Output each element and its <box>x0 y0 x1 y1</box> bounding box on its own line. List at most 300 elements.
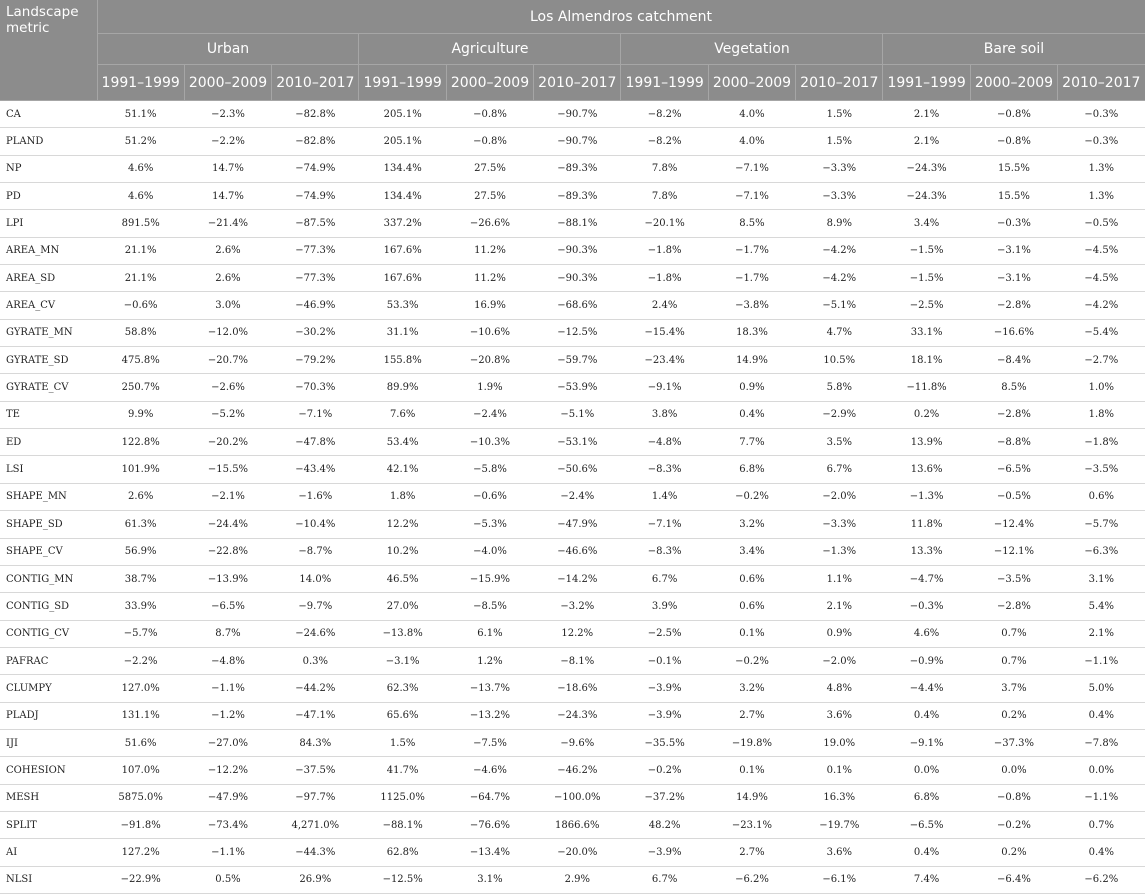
table-cell: 1.4% <box>621 483 708 510</box>
table-row <box>0 456 1145 483</box>
table-header <box>0 0 1145 101</box>
table-cell: −0.2% <box>621 757 708 784</box>
table-cell: −6.2% <box>708 866 795 893</box>
table-cell: 51.2% <box>97 128 184 155</box>
table-row <box>0 374 1145 401</box>
table-row <box>0 538 1145 565</box>
table-cell: −0.1% <box>621 647 708 674</box>
table-cell: 2.6% <box>184 265 271 292</box>
table-row <box>0 729 1145 756</box>
table-cell: 1.3% <box>1058 183 1145 210</box>
metric-name: NP <box>0 155 97 182</box>
table-cell: −1.8% <box>621 265 708 292</box>
table-cell: −19.7% <box>796 811 883 838</box>
table-row <box>0 702 1145 729</box>
table-cell: 62.3% <box>359 675 446 702</box>
table-cell: −7.1% <box>708 155 795 182</box>
table-cell: 0.6% <box>708 593 795 620</box>
table-cell: −0.5% <box>970 483 1057 510</box>
table-cell: −4.0% <box>446 538 533 565</box>
table-cell: 3.4% <box>883 210 970 237</box>
table-cell: 1.0% <box>1058 374 1145 401</box>
period-header: 2000–2009 <box>184 65 271 101</box>
table-cell: −2.8% <box>970 401 1057 428</box>
table-row <box>0 620 1145 647</box>
table-cell: 5.4% <box>1058 593 1145 620</box>
table-cell: 2.6% <box>184 237 271 264</box>
table-cell: −2.5% <box>883 292 970 319</box>
table-cell: 15.5% <box>970 155 1057 182</box>
table-cell: −5.4% <box>1058 319 1145 346</box>
table-cell: 3.6% <box>796 702 883 729</box>
table-cell: −47.8% <box>272 429 359 456</box>
period-header-row <box>0 65 1145 101</box>
table-cell: −1.5% <box>883 265 970 292</box>
table-cell: 4.0% <box>708 128 795 155</box>
table-cell: 3.8% <box>621 401 708 428</box>
table-cell: −8.2% <box>621 128 708 155</box>
table-cell: −3.3% <box>796 511 883 538</box>
table-cell: 5875.0% <box>97 784 184 811</box>
table-cell: 4.7% <box>796 319 883 346</box>
table-cell: 38.7% <box>97 565 184 592</box>
table-cell: −6.5% <box>970 456 1057 483</box>
table-cell: 0.0% <box>1058 757 1145 784</box>
table-cell: 58.8% <box>97 319 184 346</box>
table-cell: −2.4% <box>534 483 621 510</box>
table-row <box>0 593 1145 620</box>
table-cell: −88.1% <box>534 210 621 237</box>
table-row <box>0 237 1145 264</box>
table-cell: −0.3% <box>1058 128 1145 155</box>
table-cell: 0.9% <box>796 620 883 647</box>
group-header: Agriculture <box>359 34 621 65</box>
metric-name: LSI <box>0 456 97 483</box>
table-cell: −100.0% <box>534 784 621 811</box>
table-cell: 1866.6% <box>534 811 621 838</box>
table-cell: 4.6% <box>97 155 184 182</box>
table-cell: −20.0% <box>534 839 621 866</box>
table-cell: −97.7% <box>272 784 359 811</box>
table-cell: −1.3% <box>883 483 970 510</box>
table-cell: 134.4% <box>359 183 446 210</box>
table-cell: −12.4% <box>970 511 1057 538</box>
table-row <box>0 155 1145 182</box>
table-cell: −44.3% <box>272 839 359 866</box>
table-cell: 5.0% <box>1058 675 1145 702</box>
table-cell: −0.6% <box>446 483 533 510</box>
table-cell: 0.2% <box>883 401 970 428</box>
table-cell: −3.9% <box>621 675 708 702</box>
table-cell: 46.5% <box>359 565 446 592</box>
table-cell: −68.6% <box>534 292 621 319</box>
table-cell: −10.6% <box>446 319 533 346</box>
table-cell: −12.5% <box>359 866 446 893</box>
metric-name: CONTIG_CV <box>0 620 97 647</box>
table-cell: −22.9% <box>97 866 184 893</box>
metric-name: NLSI <box>0 866 97 893</box>
table-cell: −4.8% <box>184 647 271 674</box>
table-cell: 18.1% <box>883 347 970 374</box>
table-row <box>0 183 1145 210</box>
table-cell: 16.9% <box>446 292 533 319</box>
table-cell: −47.9% <box>184 784 271 811</box>
period-header: 1991–1999 <box>359 65 446 101</box>
table-cell: 48.2% <box>621 811 708 838</box>
table-cell: 12.2% <box>534 620 621 647</box>
group-header-row <box>0 34 1145 65</box>
metric-name: CLUMPY <box>0 675 97 702</box>
table-cell: 1.8% <box>1058 401 1145 428</box>
table-cell: −13.7% <box>446 675 533 702</box>
table-row <box>0 210 1145 237</box>
metric-name: SHAPE_SD <box>0 511 97 538</box>
table-cell: 3.6% <box>796 839 883 866</box>
table-cell: −0.8% <box>446 128 533 155</box>
table-cell: −2.2% <box>184 128 271 155</box>
table-row <box>0 429 1145 456</box>
table-cell: −82.8% <box>272 101 359 128</box>
table-cell: 31.1% <box>359 319 446 346</box>
table-cell: 8.5% <box>708 210 795 237</box>
table-cell: −26.6% <box>446 210 533 237</box>
table-row <box>0 839 1145 866</box>
table-cell: 0.3% <box>272 647 359 674</box>
table-cell: 11.2% <box>446 237 533 264</box>
table-cell: −1.1% <box>1058 647 1145 674</box>
table-cell: 33.1% <box>883 319 970 346</box>
table-cell: 0.4% <box>883 839 970 866</box>
table-cell: −4.7% <box>883 565 970 592</box>
table-cell: −23.1% <box>708 811 795 838</box>
table-cell: −44.2% <box>272 675 359 702</box>
metric-name: AI <box>0 839 97 866</box>
group-header: Bare soil <box>883 34 1145 65</box>
table-cell: −0.8% <box>970 128 1057 155</box>
table-cell: 13.6% <box>883 456 970 483</box>
table-cell: 3.2% <box>708 675 795 702</box>
table-cell: −12.2% <box>184 757 271 784</box>
table-cell: 6.7% <box>621 565 708 592</box>
table-cell: 0.1% <box>708 757 795 784</box>
table-cell: 10.2% <box>359 538 446 565</box>
table-cell: −15.9% <box>446 565 533 592</box>
table-cell: −7.8% <box>1058 729 1145 756</box>
table-cell: −2.7% <box>1058 347 1145 374</box>
table-row <box>0 811 1145 838</box>
table-cell: 6.8% <box>883 784 970 811</box>
table-cell: −47.1% <box>272 702 359 729</box>
metric-name: SHAPE_MN <box>0 483 97 510</box>
table-row <box>0 401 1145 428</box>
table-cell: −91.8% <box>97 811 184 838</box>
metric-name: IJI <box>0 729 97 756</box>
table-cell: −64.7% <box>446 784 533 811</box>
table-cell: −1.3% <box>796 538 883 565</box>
metric-name: COHESION <box>0 757 97 784</box>
table-cell: 21.1% <box>97 265 184 292</box>
table-cell: −8.2% <box>621 101 708 128</box>
table-cell: 15.5% <box>970 183 1057 210</box>
table-cell: −43.4% <box>272 456 359 483</box>
table-cell: −4.2% <box>796 237 883 264</box>
table-cell: −30.2% <box>272 319 359 346</box>
table-cell: −2.2% <box>97 647 184 674</box>
table-cell: −2.5% <box>621 620 708 647</box>
table-cell: 3.1% <box>1058 565 1145 592</box>
table-cell: 2.1% <box>883 128 970 155</box>
table-cell: −5.7% <box>97 620 184 647</box>
table-cell: 3.9% <box>621 593 708 620</box>
table-cell: −37.5% <box>272 757 359 784</box>
table-cell: 14.7% <box>184 155 271 182</box>
table-cell: −46.9% <box>272 292 359 319</box>
table-cell: 127.2% <box>97 839 184 866</box>
table-cell: −6.2% <box>1058 866 1145 893</box>
corner-label: Landscape metric <box>0 0 97 101</box>
table-cell: −10.4% <box>272 511 359 538</box>
table-cell: 205.1% <box>359 128 446 155</box>
table-cell: 2.7% <box>708 702 795 729</box>
table-cell: 5.8% <box>796 374 883 401</box>
table-cell: 6.1% <box>446 620 533 647</box>
table-cell: 2.1% <box>796 593 883 620</box>
table-cell: −24.3% <box>883 183 970 210</box>
table-cell: −3.8% <box>708 292 795 319</box>
metric-name: PAFRAC <box>0 647 97 674</box>
table-cell: 134.4% <box>359 155 446 182</box>
table-cell: −0.2% <box>708 483 795 510</box>
table-cell: −3.5% <box>1058 456 1145 483</box>
table-cell: −6.5% <box>883 811 970 838</box>
table-cell: −8.7% <box>272 538 359 565</box>
table-row <box>0 128 1145 155</box>
table-cell: 14.0% <box>272 565 359 592</box>
table-cell: 0.7% <box>970 647 1057 674</box>
table-cell: 3.5% <box>796 429 883 456</box>
period-header: 2010–2017 <box>1058 65 1145 101</box>
metric-name: CONTIG_MN <box>0 565 97 592</box>
table-cell: 0.0% <box>883 757 970 784</box>
metric-name: CONTIG_SD <box>0 593 97 620</box>
table-cell: −0.2% <box>970 811 1057 838</box>
table-cell: −3.9% <box>621 839 708 866</box>
table-cell: 2.1% <box>1058 620 1145 647</box>
table-cell: −1.7% <box>708 265 795 292</box>
table-cell: −88.1% <box>359 811 446 838</box>
table-cell: 0.7% <box>970 620 1057 647</box>
table-cell: 4.6% <box>97 183 184 210</box>
table-cell: 1.2% <box>446 647 533 674</box>
table-cell: −37.3% <box>970 729 1057 756</box>
table-cell: 2.9% <box>534 866 621 893</box>
table-cell: −4.5% <box>1058 265 1145 292</box>
table-cell: −3.1% <box>970 237 1057 264</box>
table-cell: −7.1% <box>621 511 708 538</box>
table-cell: −9.6% <box>534 729 621 756</box>
table-cell: −4.5% <box>1058 237 1145 264</box>
table-cell: 0.4% <box>1058 702 1145 729</box>
table-cell: −6.5% <box>184 593 271 620</box>
table-cell: 4.0% <box>708 101 795 128</box>
table-cell: −73.4% <box>184 811 271 838</box>
table-cell: 9.9% <box>97 401 184 428</box>
group-header: Urban <box>97 34 359 65</box>
table-row <box>0 292 1145 319</box>
table-cell: −18.6% <box>534 675 621 702</box>
table-cell: −1.8% <box>621 237 708 264</box>
table-cell: −12.0% <box>184 319 271 346</box>
table-cell: −5.7% <box>1058 511 1145 538</box>
metric-name: GYRATE_SD <box>0 347 97 374</box>
table-cell: 56.9% <box>97 538 184 565</box>
table-row <box>0 511 1145 538</box>
metric-name: MESH <box>0 784 97 811</box>
table-cell: 891.5% <box>97 210 184 237</box>
table-cell: 18.3% <box>708 319 795 346</box>
table-cell: −15.5% <box>184 456 271 483</box>
table-cell: 12.2% <box>359 511 446 538</box>
table-cell: −24.3% <box>534 702 621 729</box>
table-cell: −23.4% <box>621 347 708 374</box>
table-cell: 65.6% <box>359 702 446 729</box>
table-cell: 1.5% <box>359 729 446 756</box>
period-header: 1991–1999 <box>621 65 708 101</box>
table-cell: −20.2% <box>184 429 271 456</box>
table-cell: −77.3% <box>272 265 359 292</box>
table-cell: 6.7% <box>621 866 708 893</box>
metric-name: PD <box>0 183 97 210</box>
table-cell: 7.7% <box>708 429 795 456</box>
period-header: 2010–2017 <box>534 65 621 101</box>
table-cell: −90.7% <box>534 128 621 155</box>
table-cell: −3.1% <box>359 647 446 674</box>
table-cell: 0.4% <box>1058 839 1145 866</box>
metric-name: AREA_MN <box>0 237 97 264</box>
metric-name: GYRATE_MN <box>0 319 97 346</box>
table-cell: 53.4% <box>359 429 446 456</box>
table-cell: −2.0% <box>796 647 883 674</box>
table-cell: −24.4% <box>184 511 271 538</box>
table-body <box>0 101 1145 894</box>
table-cell: 14.9% <box>708 784 795 811</box>
table-cell: −3.5% <box>970 565 1057 592</box>
table-cell: 1.5% <box>796 101 883 128</box>
table-cell: −27.0% <box>184 729 271 756</box>
table-cell: −6.4% <box>970 866 1057 893</box>
table-cell: −2.0% <box>796 483 883 510</box>
table-row <box>0 265 1145 292</box>
metric-name: AREA_CV <box>0 292 97 319</box>
table-cell: 1125.0% <box>359 784 446 811</box>
catchment-header: Los Almendros catchment <box>97 0 1145 34</box>
table-cell: −7.1% <box>708 183 795 210</box>
table-cell: −22.8% <box>184 538 271 565</box>
table-cell: 8.9% <box>796 210 883 237</box>
table-cell: 167.6% <box>359 237 446 264</box>
table-row <box>0 757 1145 784</box>
table-cell: −46.2% <box>534 757 621 784</box>
table-cell: −20.1% <box>621 210 708 237</box>
table-cell: 26.9% <box>272 866 359 893</box>
table-cell: 2.7% <box>708 839 795 866</box>
table-cell: 10.5% <box>796 347 883 374</box>
table-cell: 4.8% <box>796 675 883 702</box>
table-cell: 475.8% <box>97 347 184 374</box>
table-cell: 131.1% <box>97 702 184 729</box>
table-cell: −2.3% <box>184 101 271 128</box>
table-cell: 2.1% <box>883 101 970 128</box>
table-cell: −37.2% <box>621 784 708 811</box>
table-cell: −90.3% <box>534 265 621 292</box>
table-cell: −2.8% <box>970 593 1057 620</box>
table-cell: 27.0% <box>359 593 446 620</box>
table-cell: 33.9% <box>97 593 184 620</box>
table-cell: −0.8% <box>970 101 1057 128</box>
table-cell: −0.5% <box>1058 210 1145 237</box>
metric-name: LPI <box>0 210 97 237</box>
table-cell: −77.3% <box>272 237 359 264</box>
table-cell: 13.3% <box>883 538 970 565</box>
table-cell: −10.3% <box>446 429 533 456</box>
table-cell: 6.8% <box>708 456 795 483</box>
table-cell: 41.7% <box>359 757 446 784</box>
table-cell: −76.6% <box>446 811 533 838</box>
table-cell: 11.2% <box>446 265 533 292</box>
table-cell: −0.6% <box>97 292 184 319</box>
table-row <box>0 565 1145 592</box>
table-cell: 0.6% <box>1058 483 1145 510</box>
table-cell: −5.3% <box>446 511 533 538</box>
table-cell: −3.3% <box>796 155 883 182</box>
table-cell: 42.1% <box>359 456 446 483</box>
table-row <box>0 483 1145 510</box>
table-cell: 4,271.0% <box>272 811 359 838</box>
table-cell: −11.8% <box>883 374 970 401</box>
metric-name: PLADJ <box>0 702 97 729</box>
table-cell: 205.1% <box>359 101 446 128</box>
table-cell: 8.7% <box>184 620 271 647</box>
table-cell: 6.7% <box>796 456 883 483</box>
table-cell: −82.8% <box>272 128 359 155</box>
table-cell: −0.3% <box>1058 101 1145 128</box>
table-cell: 0.4% <box>883 702 970 729</box>
table-cell: 27.5% <box>446 183 533 210</box>
table-cell: 3.2% <box>708 511 795 538</box>
period-header: 2000–2009 <box>446 65 533 101</box>
table-cell: −1.7% <box>708 237 795 264</box>
table-cell: −8.3% <box>621 538 708 565</box>
table-cell: 0.1% <box>708 620 795 647</box>
group-header: Vegetation <box>621 34 883 65</box>
table-cell: 89.9% <box>359 374 446 401</box>
table-cell: −46.6% <box>534 538 621 565</box>
table-cell: −4.6% <box>446 757 533 784</box>
table-cell: 2.4% <box>621 292 708 319</box>
table-cell: −1.5% <box>883 237 970 264</box>
table-row <box>0 647 1145 674</box>
table-cell: −50.6% <box>534 456 621 483</box>
table-cell: −0.3% <box>970 210 1057 237</box>
table-row <box>0 784 1145 811</box>
table-row <box>0 866 1145 893</box>
table-cell: −24.6% <box>272 620 359 647</box>
table-cell: −6.1% <box>796 866 883 893</box>
table-cell: 0.6% <box>708 565 795 592</box>
table-cell: −8.1% <box>534 647 621 674</box>
table-cell: −8.3% <box>621 456 708 483</box>
table-cell: −70.3% <box>272 374 359 401</box>
